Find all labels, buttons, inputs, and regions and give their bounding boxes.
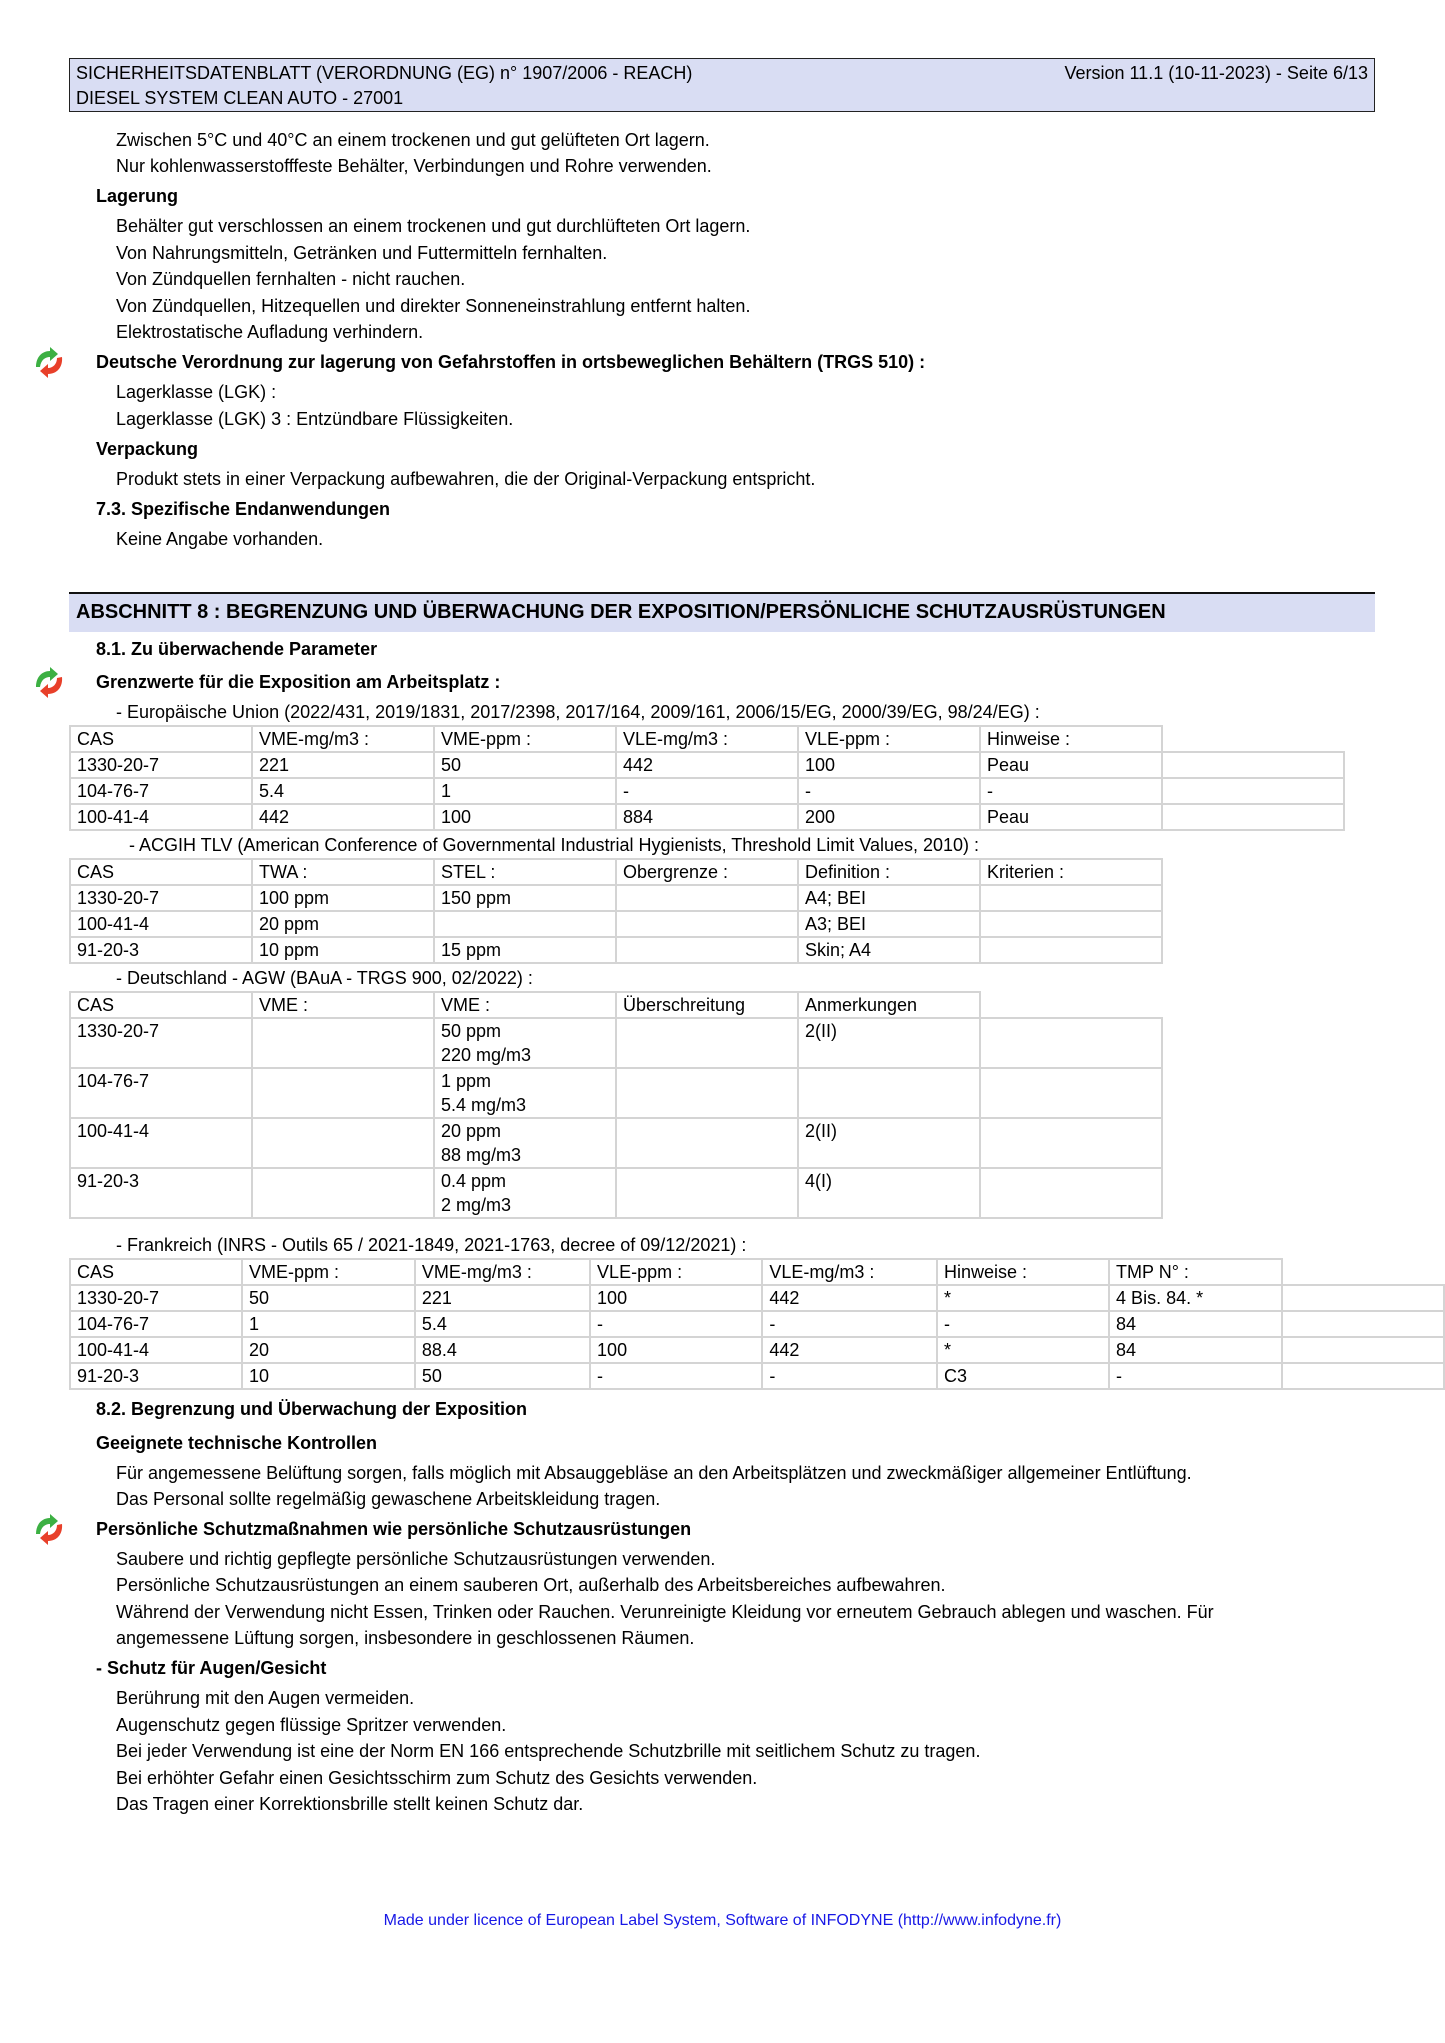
text-line: Das Personal sollte regelmäßig gewaschene Arbeitskleidung tragen.	[116, 1489, 661, 1509]
col-header: Anmerkungen	[798, 992, 980, 1018]
cell	[980, 911, 1162, 937]
empty-cell	[1282, 1311, 1444, 1337]
col-header: CAS	[70, 859, 252, 885]
col-header: TWA :	[252, 859, 434, 885]
cell: -	[937, 1311, 1109, 1337]
cell: 100-41-4	[70, 804, 252, 830]
text-line: Während der Verwendung nicht Essen, Trinken oder Rauchen. Verunreinigte Kleidung vor erneutem Gebrauch ablegen und waschen. Für	[116, 1602, 1214, 1622]
subheading-verpackung: Verpackung	[96, 439, 199, 459]
cell: 150 ppm	[434, 885, 616, 911]
subheading-8-1: 8.1. Zu überwachende Parameter	[96, 639, 378, 659]
cell: 4(I)	[798, 1168, 980, 1218]
cell: A3; BEI	[798, 911, 980, 937]
text-line: Saubere und richtig gepflegte persönliche Schutzausrüstungen verwenden.	[116, 1549, 716, 1569]
table-row	[70, 778, 1344, 804]
col-header: Hinweise :	[980, 726, 1162, 752]
col-header: VLE-mg/m3 :	[762, 1259, 937, 1285]
cell	[252, 1168, 434, 1218]
cell: *	[937, 1285, 1109, 1311]
cell: Peau	[980, 804, 1162, 830]
text-line: Augenschutz gegen flüssige Spritzer verwenden.	[116, 1715, 507, 1735]
cell-line: 20 ppm	[441, 1121, 502, 1141]
cell	[980, 885, 1162, 911]
text-line: Von Zündquellen fernhalten - nicht rauchen.	[116, 269, 466, 289]
cell: 88.4	[415, 1337, 590, 1363]
cell: 200	[798, 804, 980, 830]
cell-line: 220 mg/m3	[441, 1045, 532, 1065]
col-header: CAS	[70, 1259, 242, 1285]
col-header: VME-mg/m3 :	[415, 1259, 590, 1285]
table-row	[70, 1118, 1162, 1168]
cell: 5.4	[415, 1311, 590, 1337]
empty-cell	[980, 1118, 1162, 1168]
cell: -	[1109, 1363, 1282, 1389]
cell: 442	[762, 1285, 937, 1311]
cell: Peau	[980, 752, 1162, 778]
cell: 91-20-3	[70, 937, 252, 963]
text-line: angemessene Lüftung sorgen, insbesondere in geschlossenen Räumen.	[116, 1628, 695, 1648]
cell-line: 88 mg/m3	[441, 1145, 522, 1165]
table-header-row	[70, 726, 1344, 752]
cell	[252, 1118, 434, 1168]
cell	[616, 1018, 798, 1068]
revision-arrows-icon	[32, 345, 66, 379]
cell: 1	[434, 778, 616, 804]
col-header: CAS	[70, 726, 252, 752]
text-line: Für angemessene Belüftung sorgen, falls möglich mit Absauggebläse an den Arbeitsplätzen und zweckmäßiger allgemeiner Entlüftung.	[116, 1463, 1192, 1483]
agw-limits-table	[69, 991, 1163, 1219]
document-header	[69, 58, 1375, 112]
text-line: Bei erhöhter Gefahr einen Gesichtsschirm zum Schutz des Gesichts verwenden.	[116, 1768, 758, 1788]
cell: 104-76-7	[70, 778, 252, 804]
table-row	[70, 1018, 1162, 1068]
cell	[616, 937, 798, 963]
empty-cell	[1282, 1285, 1444, 1311]
table-header-row	[70, 859, 1162, 885]
text-line: Von Zündquellen, Hitzequellen und direkter Sonneneinstrahlung entfernt halten.	[116, 296, 751, 316]
table-row	[70, 1311, 1444, 1337]
table-row	[70, 1068, 1162, 1118]
subheading-eyes: - Schutz für Augen/Gesicht	[96, 1658, 327, 1678]
col-header: VME-ppm :	[434, 726, 616, 752]
cell: 1330-20-7	[70, 752, 252, 778]
col-header: VLE-mg/m3 :	[616, 726, 798, 752]
empty-cell	[1282, 1337, 1444, 1363]
col-header: VME-ppm :	[242, 1259, 415, 1285]
col-header: VME :	[434, 992, 616, 1018]
cell: 1330-20-7	[70, 1285, 242, 1311]
empty-cell	[1282, 1363, 1444, 1389]
cell: 100-41-4	[70, 1118, 252, 1168]
cell: 2(II)	[798, 1118, 980, 1168]
table-row	[70, 937, 1162, 963]
col-header: VME-mg/m3 :	[252, 726, 434, 752]
cell: 100	[590, 1285, 762, 1311]
cell: 884	[616, 804, 798, 830]
eu-limits-table	[69, 725, 1345, 831]
cell	[616, 911, 798, 937]
cell	[252, 1018, 434, 1068]
table-caption-france: - Frankreich (INRS - Outils 65 / 2021-1849, 2021-1763, decree of 09/12/2021) :	[116, 1235, 747, 1255]
cell: 50	[415, 1363, 590, 1389]
cell: 100-41-4	[70, 911, 252, 937]
col-header: Obergrenze :	[616, 859, 798, 885]
subheading-lagerung: Lagerung	[96, 186, 179, 206]
cell: 50	[434, 752, 616, 778]
france-limits-table	[69, 1258, 1445, 1390]
empty-cell	[980, 992, 1162, 1018]
empty-cell	[1282, 1259, 1444, 1285]
cell	[616, 1068, 798, 1118]
empty-cell	[1162, 726, 1344, 752]
cell	[616, 1118, 798, 1168]
cell: 50	[242, 1285, 415, 1311]
text-line: Bei jeder Verwendung ist eine der Norm EN 166 entsprechende Schutzbrille mit seitlichem Schutz zu tragen.	[116, 1741, 981, 1761]
cell: 100	[434, 804, 616, 830]
cell: 100-41-4	[70, 1337, 242, 1363]
col-header: CAS	[70, 992, 252, 1018]
cell: Skin; A4	[798, 937, 980, 963]
table-row	[70, 752, 1344, 778]
table-row	[70, 911, 1162, 937]
text-line: Persönliche Schutzausrüstungen an einem sauberen Ort, außerhalb des Arbeitsbereiches aufbewahren.	[116, 1575, 946, 1595]
col-header: VLE-ppm :	[798, 726, 980, 752]
cell: 4 Bis. 84. *	[1109, 1285, 1282, 1311]
cell: 442	[252, 804, 434, 830]
cell	[434, 1118, 616, 1168]
cell: 442	[762, 1337, 937, 1363]
cell	[434, 1068, 616, 1118]
cell: 20 ppm	[252, 911, 434, 937]
cell: 442	[616, 752, 798, 778]
cell: 10	[242, 1363, 415, 1389]
table-header-row	[70, 992, 1162, 1018]
cell	[980, 937, 1162, 963]
cell: -	[590, 1363, 762, 1389]
subheading-tech-controls: Geeignete technische Kontrollen	[96, 1433, 378, 1453]
col-header: STEL :	[434, 859, 616, 885]
product-name: DIESEL SYSTEM CLEAN AUTO - 27001	[76, 88, 404, 108]
cell	[434, 1168, 616, 1218]
cell: C3	[937, 1363, 1109, 1389]
cell: 100 ppm	[252, 885, 434, 911]
cell: -	[980, 778, 1162, 804]
cell: 84	[1109, 1311, 1282, 1337]
cell-line: 0.4 ppm	[441, 1171, 507, 1191]
cell: 221	[415, 1285, 590, 1311]
subheading-grenzwerte: Grenzwerte für die Exposition am Arbeitsplatz :	[96, 672, 501, 692]
cell: 100	[590, 1337, 762, 1363]
table-row	[70, 885, 1162, 911]
empty-cell	[980, 1018, 1162, 1068]
cell: 1330-20-7	[70, 885, 252, 911]
cell: 221	[252, 752, 434, 778]
text-line: Berührung mit den Augen vermeiden.	[116, 1688, 415, 1708]
text-line: Nur kohlenwasserstofffeste Behälter, Verbindungen und Rohre verwenden.	[116, 156, 712, 176]
col-header: VME :	[252, 992, 434, 1018]
version-page: Version 11.1 (10-11-2023) - Seite 6/13	[1064, 63, 1368, 83]
cell: -	[762, 1363, 937, 1389]
table-row	[70, 1168, 1162, 1218]
table-header-row	[70, 1259, 1444, 1285]
cell: 5.4	[252, 778, 434, 804]
col-header: Definition :	[798, 859, 980, 885]
cell	[798, 1068, 980, 1118]
table-row	[70, 1363, 1444, 1389]
empty-cell	[980, 1068, 1162, 1118]
col-header: VLE-ppm :	[590, 1259, 762, 1285]
subheading-7-3: 7.3. Spezifische Endanwendungen	[96, 499, 391, 519]
empty-cell	[1162, 752, 1344, 778]
table-row	[70, 1337, 1444, 1363]
revision-arrows-icon	[32, 1512, 66, 1546]
cell: 84	[1109, 1337, 1282, 1363]
cell: -	[590, 1311, 762, 1337]
cell: -	[798, 778, 980, 804]
text-line: Elektrostatische Aufladung verhindern.	[116, 322, 424, 342]
text-line: Behälter gut verschlossen an einem trockenen und gut durchlüfteten Ort lagern.	[116, 216, 751, 236]
text-line: Von Nahrungsmitteln, Getränken und Futtermitteln fernhalten.	[116, 243, 608, 263]
cell	[434, 911, 616, 937]
col-header: Kriterien :	[980, 859, 1162, 885]
cell: 10 ppm	[252, 937, 434, 963]
cell: 104-76-7	[70, 1068, 252, 1118]
cell	[616, 885, 798, 911]
infodyne-licence-link[interactable]: Made under licence of European Label System, Software of INFODYNE (http://www.infodyne.fr)	[383, 1912, 1062, 1929]
cell: 15 ppm	[434, 937, 616, 963]
table-caption-agw: - Deutschland - AGW (BAuA - TRGS 900, 02/2022) :	[116, 968, 533, 988]
cell: 1330-20-7	[70, 1018, 252, 1068]
text-line: Produkt stets in einer Verpackung aufbewahren, die der Original-Verpackung entspricht.	[116, 469, 816, 489]
cell-line: 1 ppm	[441, 1071, 492, 1091]
table-row	[70, 1285, 1444, 1311]
cell: *	[937, 1337, 1109, 1363]
subheading-8-2: 8.2. Begrenzung und Überwachung der Exposition	[96, 1399, 528, 1419]
cell: A4; BEI	[798, 885, 980, 911]
table-caption-acgih: - ACGIH TLV (American Conference of Governmental Industrial Hygienists, Threshold Limit Values, 2010) :	[129, 835, 980, 855]
table-caption-eu: - Europäische Union (2022/431, 2019/1831, 2017/2398, 2017/164, 2009/161, 2006/15/EG, 2000/39/EG, 98/24/EG) :	[116, 702, 1040, 722]
subheading-trgs-510: Deutsche Verordnung zur lagerung von Gefahrstoffen in ortsbeweglichen Behältern (TRGS 510) :	[96, 352, 926, 372]
col-header: Hinweise :	[937, 1259, 1109, 1285]
cell	[434, 1018, 616, 1068]
col-header: Überschreitung	[616, 992, 798, 1018]
col-header: TMP N° :	[1109, 1259, 1282, 1285]
text-line: Zwischen 5°C und 40°C an einem trockenen und gut gelüfteten Ort lagern.	[116, 130, 710, 150]
text-line: Keine Angabe vorhanden.	[116, 529, 324, 549]
empty-cell	[1162, 778, 1344, 804]
document-title: SICHERHEITSDATENBLATT (VERORDNUNG (EG) n° 1907/2006 - REACH)	[76, 63, 693, 83]
cell: -	[762, 1311, 937, 1337]
table-row	[70, 804, 1344, 830]
cell-line: 5.4 mg/m3	[441, 1095, 527, 1115]
cell	[252, 1068, 434, 1118]
text-line: Lagerklasse (LGK) :	[116, 382, 277, 402]
empty-cell	[1162, 804, 1344, 830]
text-line: Das Tragen einer Korrektionsbrille stellt keinen Schutz dar.	[116, 1794, 584, 1814]
cell: 91-20-3	[70, 1363, 242, 1389]
cell-line: 50 ppm	[441, 1021, 502, 1041]
cell	[616, 1168, 798, 1218]
subheading-psa: Persönliche Schutzmaßnahmen wie persönliche Schutzausrüstungen	[96, 1519, 692, 1539]
cell: 100	[798, 752, 980, 778]
section-8-title: ABSCHNITT 8 : BEGRENZUNG UND ÜBERWACHUNG DER EXPOSITION/PERSÖNLICHE SCHUTZAUSRÜSTUNGEN	[69, 592, 1375, 632]
cell: 91-20-3	[70, 1168, 252, 1218]
cell: 104-76-7	[70, 1311, 242, 1337]
text-line: Lagerklasse (LGK) 3 : Entzündbare Flüssigkeiten.	[116, 409, 514, 429]
cell: 1	[242, 1311, 415, 1337]
cell: -	[616, 778, 798, 804]
cell-line: 2 mg/m3	[441, 1195, 512, 1215]
cell: 2(II)	[798, 1018, 980, 1068]
revision-arrows-icon	[32, 665, 66, 699]
cell: 20	[242, 1337, 415, 1363]
empty-cell	[980, 1168, 1162, 1218]
acgih-limits-table	[69, 858, 1163, 964]
